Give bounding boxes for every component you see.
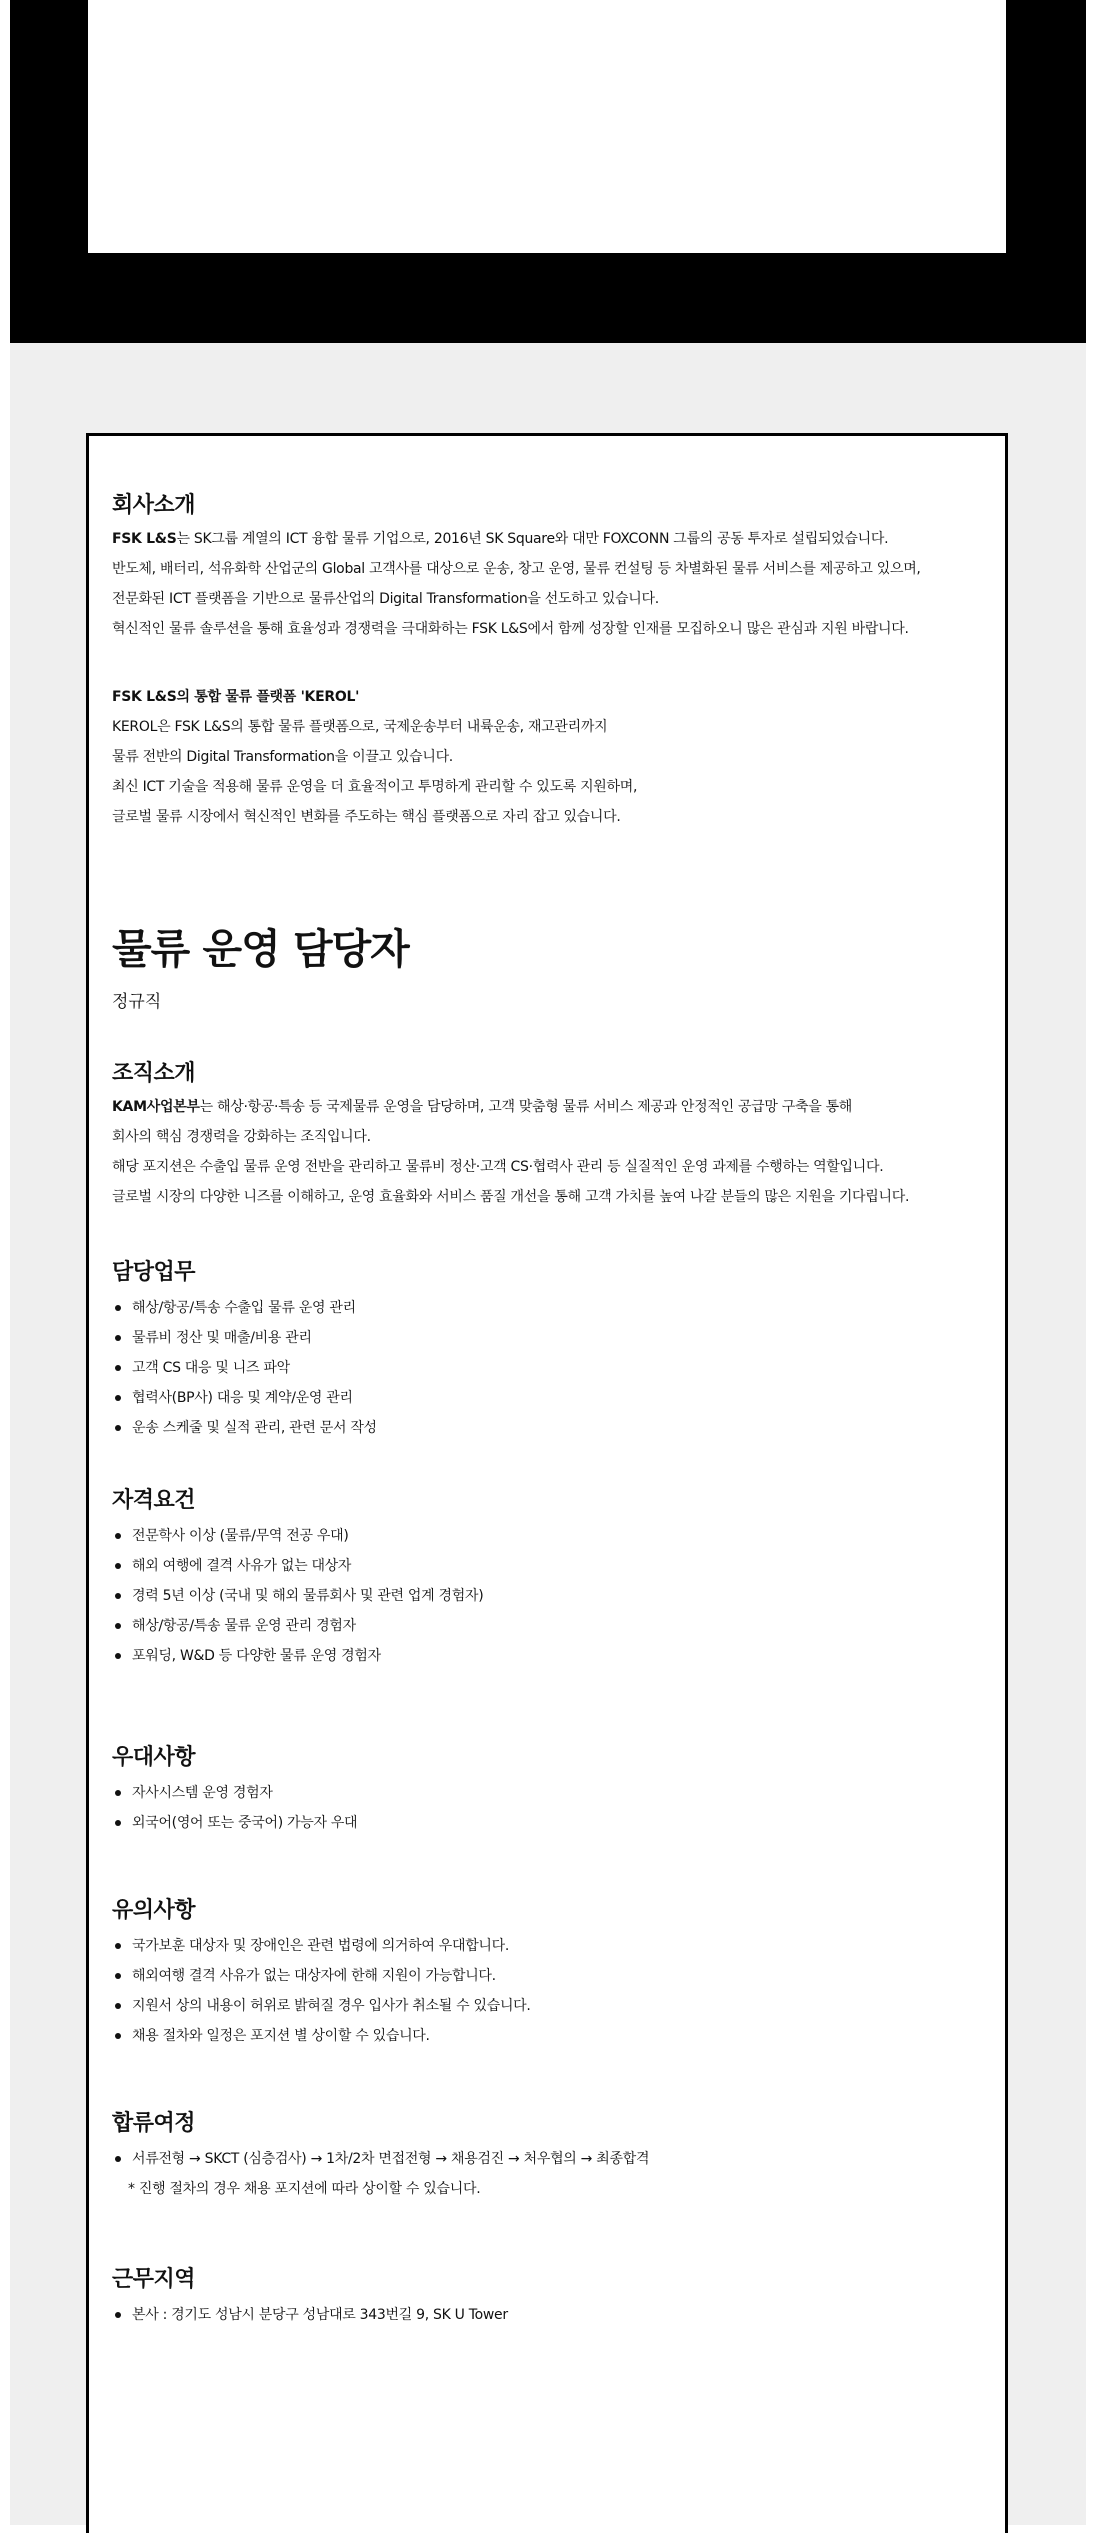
list-item: 경력 5년 이상 (국내 및 해외 물류회사 및 관련 업계 경험자): [112, 1581, 483, 1611]
list-item: 본사 : 경기도 성남시 분당구 성남대로 343번길 9, SK U Tower: [112, 2300, 508, 2330]
kerol-line: 최신 ICT 기술을 적용해 물류 운영을 더 효율적이고 투명하게 관리할 수 있도록 지원하며,: [112, 779, 638, 795]
list-item: 전문학사 이상 (물류/무역 전공 우대): [112, 1521, 483, 1551]
notes-heading: 유의사항: [112, 1898, 196, 1923]
list-item: 서류전형 → SKCT (심층검사) → 1차/2차 면접전형 → 채용검진 → 처우협의 → 최종합격: [112, 2144, 649, 2174]
line-text: 반도체, 배터리, 석유화학 산업군의 Global 고객사를 대상으로 운송, 창고 운영, 물류 컨설팅 등 차별화된 물류 서비스를 제공하고 있으며,: [112, 561, 921, 577]
company-intro-line: [112, 614, 921, 644]
duties-heading: 담당업무: [112, 1260, 196, 1285]
location-list: [112, 2300, 508, 2330]
list-item: 해외여행 결격 사유가 없는 대상자에 한해 지원이 가능합니다.: [112, 1961, 531, 1991]
list-item: 자사시스템 운영 경험자: [112, 1778, 357, 1808]
list-item: 국가보훈 대상자 및 장애인은 관련 법령에 의거하여 우대합니다.: [112, 1931, 531, 1961]
kerol-line: 글로벌 물류 시장에서 혁신적인 변화를 주도하는 핵심 플랫폼으로 자리 잡고 있습니다.: [112, 809, 621, 825]
list-item: 해상/항공/특송 수출입 물류 운영 관리: [112, 1293, 377, 1323]
kerol-line: 물류 전반의 Digital Transformation을 이끌고 있습니다.: [112, 749, 453, 765]
company-intro-text: [112, 524, 921, 644]
process-heading: 합류여정: [112, 2111, 196, 2136]
list-item: 해외 여행에 결격 사유가 없는 대상자: [112, 1551, 483, 1581]
line-text: 는 해상·항공·특송 등 국제물류 운영을 담당하며, 고객 맞춤형 물류 서비스 제공과 안정적인 공급망 구축을 통해: [199, 1099, 853, 1115]
list-item: 채용 절차와 일정은 포지션 별 상이할 수 있습니다.: [112, 2021, 531, 2051]
duties-list: [112, 1293, 377, 1443]
list-item: 물류비 정산 및 매출/비용 관리: [112, 1323, 377, 1353]
org-heading: 조직소개: [112, 1061, 196, 1086]
line-text: 전문화된 ICT 플랫폼을 기반으로 물류산업의 Digital Transformation을 선도하고 있습니다.: [112, 591, 659, 607]
org-line: [112, 1182, 909, 1212]
job-title: 물류 운영 담당자: [112, 925, 409, 973]
company-intro-line: [112, 584, 921, 614]
kerol-line: KEROL은 FSK L&S의 통합 물류 플랫폼으로, 국제운송부터 내륙운송, 재고관리까지: [112, 719, 608, 735]
list-item: 외국어(영어 또는 중국어) 가능자 우대: [112, 1808, 357, 1838]
line-text: 혁신적인 물류 솔루션을 통해 효율성과 경쟁력을 극대화하는 FSK L&S에서 함께 성장할 인재를 모집하오니 많은 관심과 지원 바랍니다.: [112, 621, 909, 637]
company-intro-heading: 회사소개: [112, 493, 196, 518]
process-note: * 진행 절차의 경우 채용 포지션에 따라 상이할 수 있습니다.: [128, 2181, 481, 2197]
org-line: [112, 1092, 909, 1122]
company-intro-line: [112, 554, 921, 584]
qualifications-list: [112, 1521, 483, 1671]
line-text: 해당 포지션은 수출입 물류 운영 전반을 관리하고 물류비 정산·고객 CS·협력사 관리 등 실질적인 운영 과제를 수행하는 역할입니다.: [112, 1159, 884, 1175]
preferred-list: [112, 1778, 357, 1838]
list-item: 운송 스케줄 및 실적 관리, 관련 문서 작성: [112, 1413, 377, 1443]
org-text: [112, 1092, 909, 1212]
employment-type: 정규직: [112, 992, 162, 1012]
preferred-heading: 우대사항: [112, 1745, 196, 1770]
banner-image-frame: [88, 0, 1006, 253]
list-item: 고객 CS 대응 및 니즈 파악: [112, 1353, 377, 1383]
org-line: [112, 1122, 909, 1152]
notes-list: [112, 1931, 531, 2051]
list-item: 지원서 상의 내용이 허위로 밝혀질 경우 입사가 취소될 수 있습니다.: [112, 1991, 531, 2021]
list-item: 포워딩, W&D 등 다양한 물류 운영 경험자: [112, 1641, 483, 1671]
line-text: 글로벌 시장의 다양한 니즈를 이해하고, 운영 효율화와 서비스 품질 개선을 통해 고객 가치를 높여 나갈 분들의 많은 지원을 기다립니다.: [112, 1189, 910, 1205]
qualifications-heading: 자격요건: [112, 1488, 196, 1513]
list-item: 협력사(BP사) 대응 및 계약/운영 관리: [112, 1383, 377, 1413]
line-text: 회사의 핵심 경쟁력을 강화하는 조직입니다.: [112, 1129, 371, 1145]
location-heading: 근무지역: [112, 2267, 196, 2292]
division-name: KAM사업본부: [112, 1099, 200, 1115]
company-intro-line: [112, 524, 921, 554]
kerol-intro-text: [112, 682, 637, 832]
job-posting-card: [86, 433, 1008, 2533]
process-list: [112, 2144, 649, 2174]
company-name: FSK L&S: [112, 531, 177, 547]
list-item: 해상/항공/특송 물류 운영 관리 경험자: [112, 1611, 483, 1641]
line-text: 는 SK그룹 계열의 ICT 융합 물류 기업으로, 2016년 SK Square와 대만 FOXCONN 그룹의 공동 투자로 설립되었습니다.: [176, 531, 889, 547]
kerol-title: FSK L&S의 통합 물류 플랫폼 'KEROL': [112, 689, 360, 705]
org-line: [112, 1152, 909, 1182]
